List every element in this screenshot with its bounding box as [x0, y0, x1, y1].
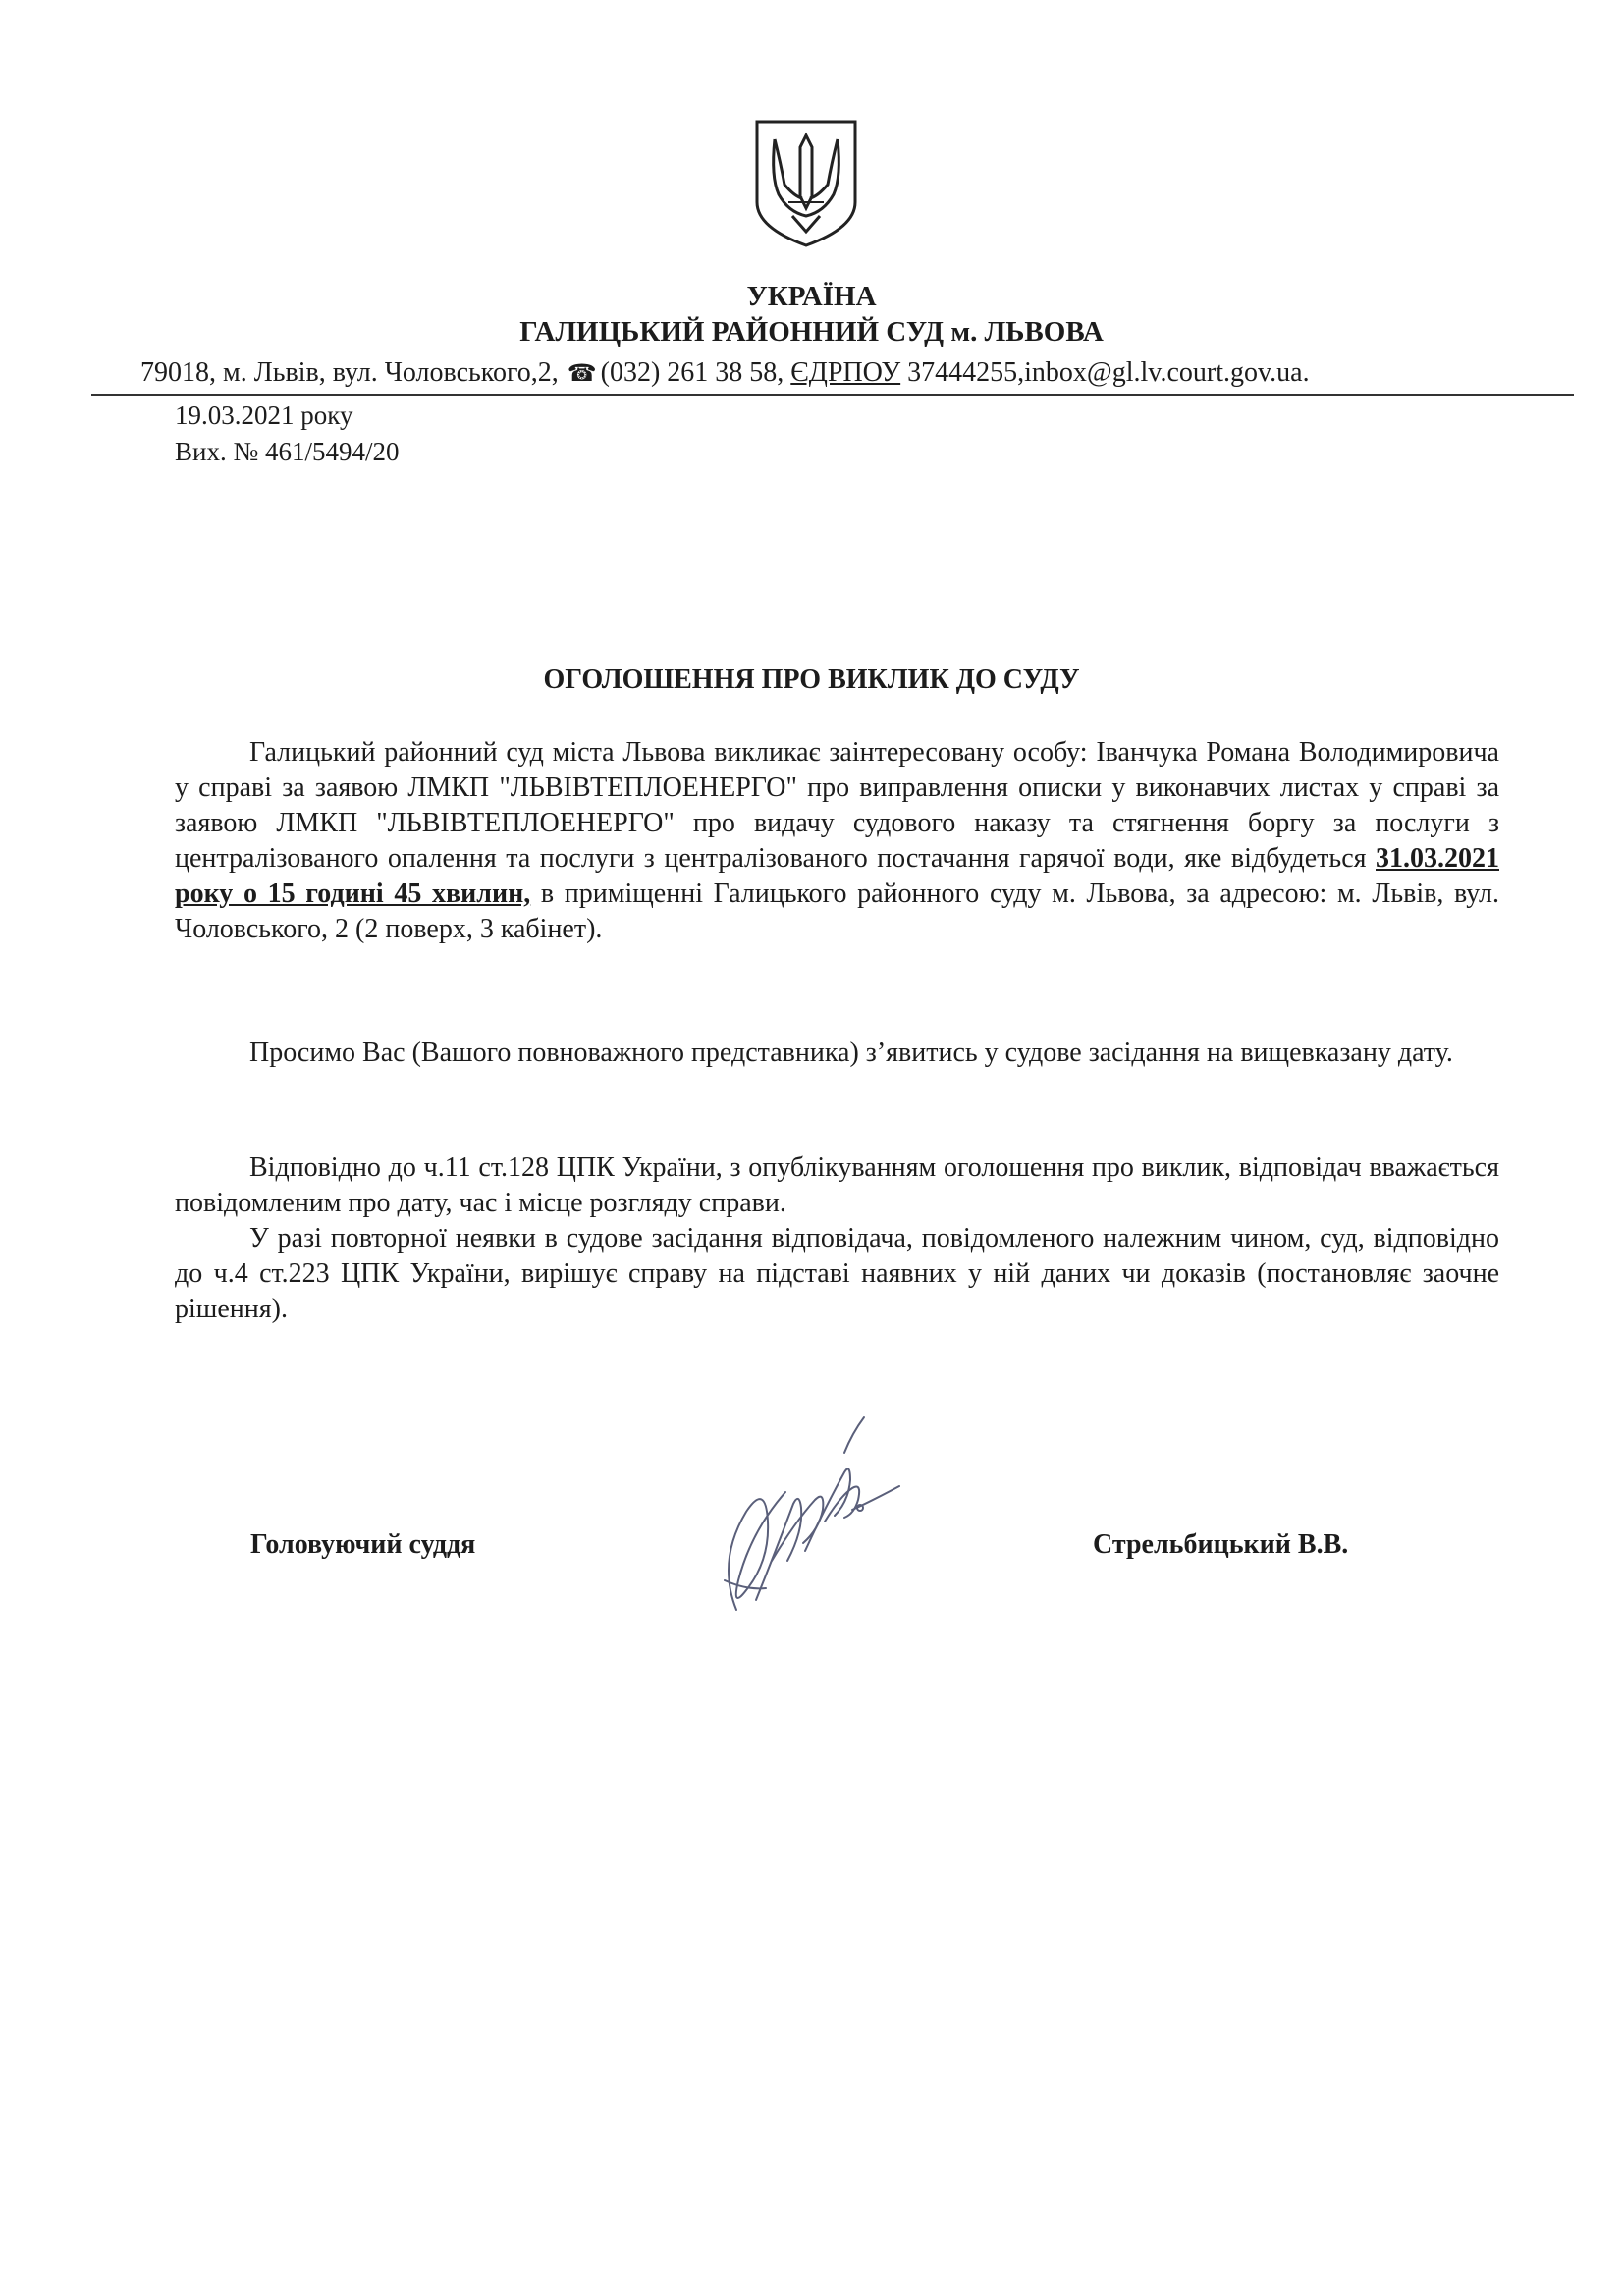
paragraph-summons: [175, 735, 1499, 947]
paragraph-default-judgment: У разі повторної неявки в судове засідання відповідача, повідомленого належним чином, суд, відповідно до ч.4 ст.223 ЦПК України, вирішує справу на підставі наявних у ній даних чи доказів (постановляє заочне рішення).: [175, 1223, 1499, 1324]
paragraph-notice: Відповідно до ч.11 ст.128 ЦПК України, з опублікуванням оголошення про виклик, відповідач вважається повідомленим про дату, час і місце розгляду справи.: [175, 1152, 1499, 1218]
document-ref-number: Вих. № 461/5494/20: [175, 437, 400, 466]
phone-icon: ☎: [567, 361, 597, 387]
document-date: 19.03.2021 року: [175, 400, 353, 430]
edrpou-label: ЄДРПОУ: [790, 357, 901, 388]
header-court-name: ГАЛИЦЬКИЙ РАЙОННИЙ СУД м. ЛЬВОВА: [519, 316, 1104, 347]
signer-name: Стрельбицький В.В.: [1093, 1529, 1349, 1560]
trident-emblem-icon: [753, 118, 859, 249]
handwritten-signature: [677, 1414, 913, 1649]
header-divider: [91, 394, 1574, 396]
header-country: УКРАЇНА: [746, 281, 877, 312]
hearing-date-time: 31.03.2021 року о 15 годині 45 хвилин,: [175, 843, 1499, 909]
paragraph-summons-part2: в приміщенні Галицького районного суду м. Львова, за адресою: м. Львів, вул. Чоловського, 2 (2 поверх, 3 кабінет).: [175, 879, 1499, 944]
court-address: 79018, м. Львів, вул. Чоловського,2,: [140, 357, 559, 388]
court-address-line: [140, 356, 1554, 391]
document-title: ОГОЛОШЕННЯ ПРО ВИКЛИК ДО СУДУ: [543, 665, 1080, 695]
paragraph-request: Просимо Вас (Вашого повноважного представника) з’явитись у судове засідання на вищевказану дату.: [249, 1038, 1453, 1068]
court-phone: (032) 261 38 58,: [600, 357, 784, 388]
paragraph-summons-part1: Галицький районний суд міста Львова викликає заінтересовану особу: Іванчука Романа Володимировича у справі за заявою ЛМКП "ЛЬВІВТЕПЛОЕНЕРГО" про виправлення описки у виконавчих листах у справі за заявою ЛМКП "ЛЬВІВТЕПЛОЕНЕРГО" про видачу судового наказу та стягнення боргу за послуги з централізованого опалення та послуги з централізованого постачання гарячої води, яке відбудеться: [175, 737, 1499, 874]
edrpou-email: 37444255,inbox@gl.lv.court.gov.ua.: [907, 357, 1310, 388]
signer-role: Головуючий суддя: [250, 1529, 476, 1560]
